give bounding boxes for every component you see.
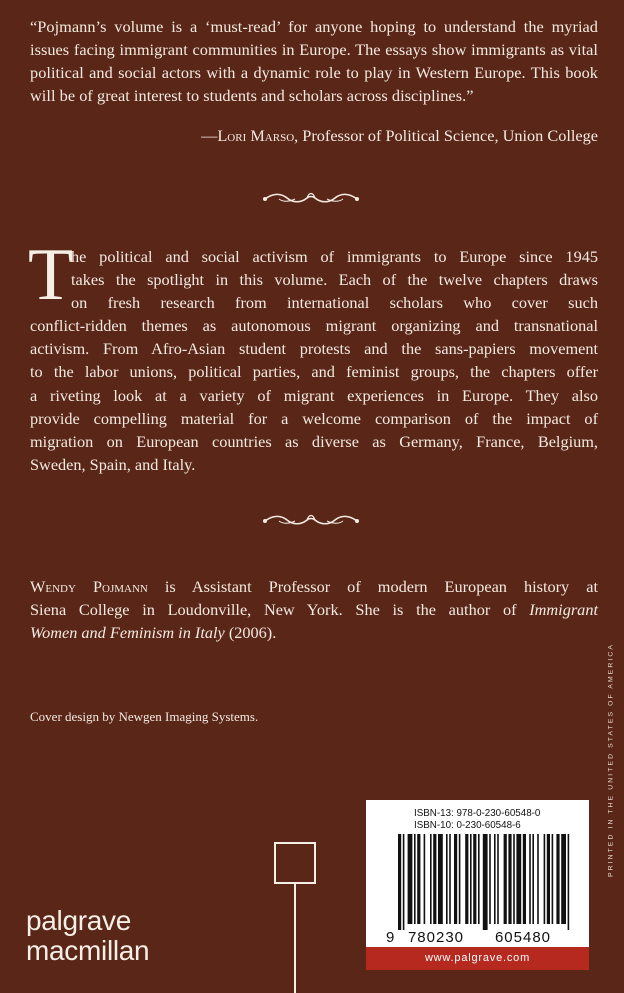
barcode-bar [414, 834, 416, 924]
drop-cap: T [28, 234, 74, 316]
book-title: Immigrant [529, 600, 598, 619]
barcode-bar [398, 834, 401, 930]
barcode-bar [561, 834, 566, 924]
description-line: conflict-ridden themes as autonomous migrant organizing and transnational [30, 316, 598, 336]
barcode-bar [568, 834, 570, 930]
author-bio [30, 575, 598, 644]
barcode-bar [523, 834, 526, 924]
isbn-barcode [366, 800, 589, 970]
description-paragraph [30, 245, 598, 476]
barcode-bar [459, 834, 461, 924]
description-line: he political and social activism of immigrants to Europe since 1945 [71, 247, 598, 266]
bio-line [30, 621, 598, 644]
attribution-title: , Professor of Political Science, Union College [294, 126, 598, 145]
barcode-bar [424, 834, 426, 924]
cover-credit: Cover design by Newgen Imaging Systems. [30, 709, 259, 724]
flourish-ornament [261, 190, 361, 206]
barcode-bar [430, 834, 432, 924]
publisher-url: www.palgrave.com [366, 947, 589, 970]
barcode-bar [537, 834, 539, 924]
description-line: activism. From Afro-Asian student protests and the sans-papiers movement [30, 339, 598, 359]
barcode-bar [438, 834, 443, 924]
description-line: to the labor unions, political parties, and feminist groups, the chapters offer [30, 362, 598, 382]
isbn-13: ISBN-13: 978-0-230-60548-0 [414, 808, 541, 819]
barcode-bar [494, 834, 496, 924]
barcode-bar [483, 834, 488, 930]
attribution-dash: — [201, 126, 218, 145]
barcode-bar [504, 834, 507, 924]
description-line: migration on European countries as diverse as Germany, France, Belgium, [30, 431, 598, 451]
attribution-name: Lori Marso [217, 126, 295, 145]
quote-attribution [30, 124, 598, 147]
barcode-bar [478, 834, 480, 924]
barcode-bar [408, 834, 413, 924]
barcode-bar [403, 834, 405, 930]
barcode-bar [513, 834, 515, 924]
publisher-logo [26, 906, 149, 966]
description-line: on fresh research from international scholars who cover such [71, 293, 598, 313]
barcode-digit-first: 9 [386, 929, 395, 946]
endorsement-quote [30, 15, 598, 107]
barcode-bar [532, 834, 534, 924]
barcode-bar [552, 834, 554, 924]
barcode-bar [547, 834, 550, 924]
barcode-bar [556, 834, 559, 924]
barcode-bar [473, 834, 476, 924]
barcode-bar [417, 834, 420, 924]
barcode-bar [433, 834, 436, 924]
barcode-bar [508, 834, 511, 924]
flourish-ornament [261, 512, 361, 528]
barcode-bar [497, 834, 499, 924]
barcode-bar [465, 834, 468, 924]
barcode-bar [454, 834, 457, 924]
barcode-bar [544, 834, 546, 924]
bio-text: Siena College in Loudonville, New York. She is the author of [30, 600, 530, 619]
description-line: takes the spotlight in this volume. Each of the twelve chapters draws [71, 270, 598, 290]
printed-in-note: PRINTED IN THE UNITED STATES OF AMERICA [607, 642, 615, 878]
barcode-bar [446, 834, 448, 924]
barcode-digits-left: 780230 [407, 929, 465, 946]
barcode-bar [470, 834, 472, 924]
description-line: a riveting look at a variety of migrant experiences in Europe. They also [30, 385, 598, 405]
barcode-graphic [366, 800, 589, 970]
palgrave-mark-icon [274, 842, 316, 993]
bio-text: is Assistant Professor of modern European history at [147, 577, 598, 596]
description-line: Sweden, Spain, and Italy. [30, 454, 196, 474]
bio-line [30, 598, 598, 621]
barcode-digits-right: 605480 [494, 929, 552, 946]
publisher-name-line2: macmillan [26, 935, 150, 966]
isbn-10: ISBN-10: 0-230-60548-6 [414, 820, 521, 831]
author-name: Wendy Pojmann [30, 577, 148, 596]
bio-line [30, 575, 598, 598]
quote-text: “Pojmann’s volume is a ‘must-read’ for anyone hoping to understand the myriad issues facing immigrant communities in Europe. The essays show immigrants as vital political and social actors with a dynamic role to play in Western Europe. This book will be of great interest to students and scholars across disciplines.” [30, 17, 598, 105]
barcode-bar [516, 834, 521, 924]
barcode-bar [449, 834, 451, 924]
barcode-bar [529, 834, 531, 924]
bio-text: (2006). [224, 623, 277, 642]
book-title: Women and Feminism in Italy [30, 623, 225, 642]
barcode-bar [489, 834, 491, 924]
publisher-name-line1: palgrave [26, 905, 132, 936]
description-line: provide compelling material for a welcome comparison of the impact of [30, 408, 598, 428]
